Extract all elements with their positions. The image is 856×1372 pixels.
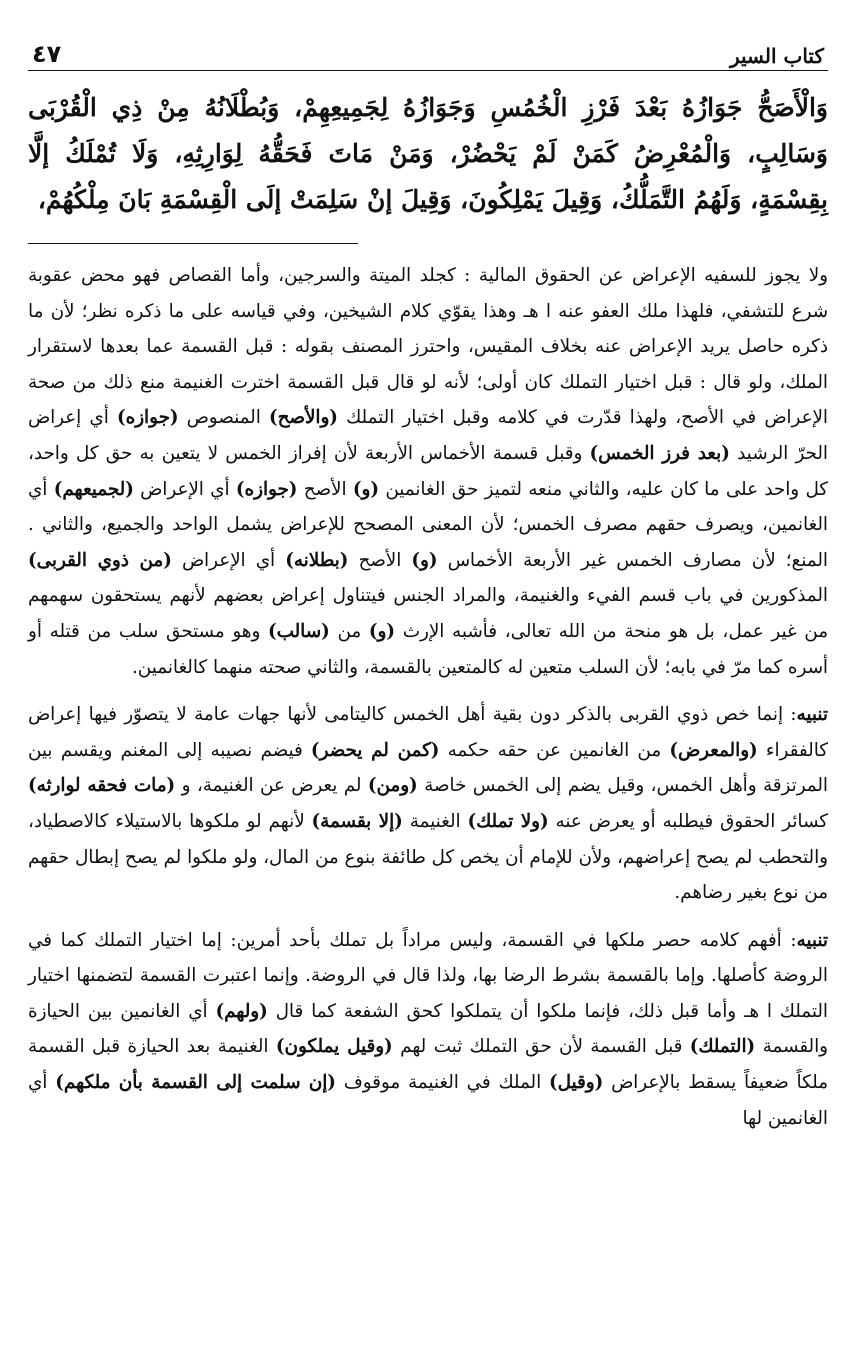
matn-quote: (جوازه) — [116, 407, 179, 429]
text-run: الملك في الغنيمة موقوف — [335, 1072, 549, 1094]
note-label: تنبيه — [796, 929, 828, 951]
text-run: أي الغانمين بين الحيازة والقسمة — [28, 1000, 828, 1058]
matn-quote: (وقيل يملكون) — [275, 1036, 393, 1058]
commentary-paragraph-2 — [28, 697, 828, 911]
text-run: أي الغانمين، ويصرف حقهم مصرف الخمس؛ لأن المعنى المصحح للإعراض يشمل الواحد والجميع، والثاني . المنع؛ لأن مصارف الخمس غير الأربعة الأخماس — [28, 478, 828, 571]
section-divider — [28, 243, 358, 244]
matn-paragraph: وَالْأَصَحُّ جَوَازُهُ بَعْدَ فَرْزِ الْخُمُسِ وَجَوَازُهُ لِجَمِيعِهِمْ، وَبُطْلَانُهُ مِنْ ذِي الْقُرْبَى وَسَالِبٍ، وَالْمُعْرِضُ كَمَنْ لَمْ يَحْضُرْ، وَمَنْ مَاتَ فَحَقُّهُ لِوَارِثِهِ، وَلَا تُمْلَكُ إلَّا بِقِسْمَةٍ، وَلَهُمُ التَّمَلُّكُ، وَقِيلَ يَمْلِكُونَ، وَقِيلَ إنْ سَلِمَتْ إلَى الْقِسْمَةِ بَانَ مِلْكُهُمْ، — [28, 93, 828, 214]
text-run: فيضم نصيبه إلى المغنم ويقسم بين المرتزقة وأهل الخمس، وقيل يضم إلى الخمس خاصة — [28, 739, 828, 797]
matn-quote: (إلا بقسمة) — [311, 810, 403, 832]
matn-quote: (و) — [411, 549, 438, 571]
text-run: ولا يجوز للسفيه الإعراض عن الحقوق المالية : كجلد الميتة والسرجين، وأما القصاص فهو محض عقوبة شرع للتشفي، فلهذا ملك العفو عنه ا هـ وهذا يقوّي كلام الشيخين، وفي قياسه على ما ذكره نظر؛ لأن ما ذكره حاصل يريد الإعراض عنه بخلاف المقيس، واحترز المصنف بقوله : قبل القسمة عما بعدها لاستقرار الملك، ولو قال : قبل اختيار التملك كان أولى؛ لأنه لو قال قبل القسمة اخترت الغنيمة منع ذلك من صحة الإعراض في الأصح، ولهذا قدّرت في كلامه وقبل اختيار التملك — [28, 265, 828, 429]
matn-quote: (بطلانه) — [285, 549, 349, 571]
book-title: كتاب السير — [729, 44, 824, 68]
text-run: : إنما خص ذوي القربى بالذكر دون بقية أهل الخمس كاليتامى لأنها جهات عامة لا يتصوّر فيها إعراض كالفقراء — [28, 704, 828, 761]
text-run: أي إعراض الحرّ الرشيد — [28, 407, 829, 464]
text-run: الغنيمة بعد الحيازة قبل القسمة ملكاً ضعيفاً يسقط بالإعراض — [28, 1036, 829, 1094]
matn-quote: (و) — [352, 478, 380, 500]
text-run: لأنهم لو ملكوها بالاستيلاء كالاصطياد، والتحطب لم يصح إعراضهم، ولأن للإمام أن يخص كل طائفة بنوع من المال، ولو ملكوا لم يصح إبطال حقهم من نوع بغير رضاهم. — [28, 810, 828, 904]
text-run: أي الغانمين لها — [28, 1072, 828, 1129]
commentary-paragraph-1 — [28, 258, 828, 685]
text-run: المذكورين في باب قسم الفيء والغنيمة، والمراد الجنس فيتناول إعراض بعضهم لأنهم يستحقون سهمهم من غير عمل، بل هو منحة من الله تعالى، فأشبه الإرث — [28, 585, 828, 642]
text-run: من الغانمين عن حقه حكمه — [439, 739, 670, 761]
matn-quote: (بعد فرز الخمس) — [589, 442, 730, 464]
text-run: الغنيمة — [402, 810, 468, 832]
commentary-paragraph-3 — [28, 923, 828, 1137]
matn-quote: (من ذوي القربى) — [28, 549, 172, 571]
commentary-block — [28, 258, 828, 1136]
text-run: المنصوص — [178, 407, 269, 429]
matn-quote: (كمن لم يحضر) — [310, 739, 440, 761]
matn-quote: (ولا تملك) — [467, 810, 549, 832]
text-run: من — [329, 620, 369, 642]
text-run: قبل القسمة لأن حق التملك ثبت لهم — [392, 1036, 690, 1058]
matn-quote: (والأصح) — [268, 407, 338, 429]
matn-quote: (والمعرض) — [669, 739, 758, 761]
matn-quote: (و) — [368, 620, 396, 642]
matn-quote: (سالب) — [268, 620, 330, 642]
matn-text-block — [28, 85, 828, 223]
text-run: لم يعرض عن الغنيمة، و — [175, 775, 368, 797]
matn-quote: (ومن) — [367, 775, 418, 797]
matn-quote: (ولهم) — [215, 1000, 268, 1022]
note-label: تنبيه — [796, 704, 828, 726]
text-run: كسائر الحقوق فيطلبه أو يعرض عنه — [548, 810, 828, 832]
matn-quote: (وقيل) — [549, 1072, 604, 1094]
text-run: وهو مستحق سلب من قتله أو أسره كما مرّ في بابه؛ لأن السلب متعين له كالمتعين بالقسمة، والثاني صحته منهما كالغانمين. — [28, 620, 828, 678]
matn-quote: (جوازه) — [235, 478, 298, 500]
page-header — [28, 28, 828, 71]
text-run: أي الإعراض — [133, 478, 236, 500]
text-run: وقبل قسمة الأخماس الأربعة لأن إفراز الخمس لا يتعين به حق كل واحد، كل واحد على ما كان عليه، والثاني منعه لتميز حق الغانمين — [28, 442, 828, 500]
text-run: أي الإعراض — [171, 549, 286, 571]
matn-quote: (إن سلمت إلى القسمة بأن ملكهم) — [55, 1072, 336, 1094]
matn-quote: (التملك) — [689, 1036, 756, 1058]
text-run: الأصح — [297, 478, 353, 500]
book-page — [28, 28, 828, 1358]
page-number: ٤٧ — [32, 40, 62, 68]
matn-quote: (لجميعهم) — [53, 478, 134, 500]
text-run: : أفهم كلامه حصر ملكها في القسمة، وليس مراداً بل تملك بأحد أمرين: إما اختيار التملك كما في الروضة كأصلها. وإما بالقسمة بشرط الرضا بها، ولذا قال في الروضة. وإنما اعتبرت القسمة لتضمنها اختيار التملك ا هـ وأما قبل ذلك، فإنما ملكوا أن يتملكوا كحق الشفعة كما قال — [28, 929, 828, 1022]
text-run: الأصح — [348, 549, 412, 571]
matn-quote: (مات فحقه لوارثه) — [28, 775, 176, 797]
